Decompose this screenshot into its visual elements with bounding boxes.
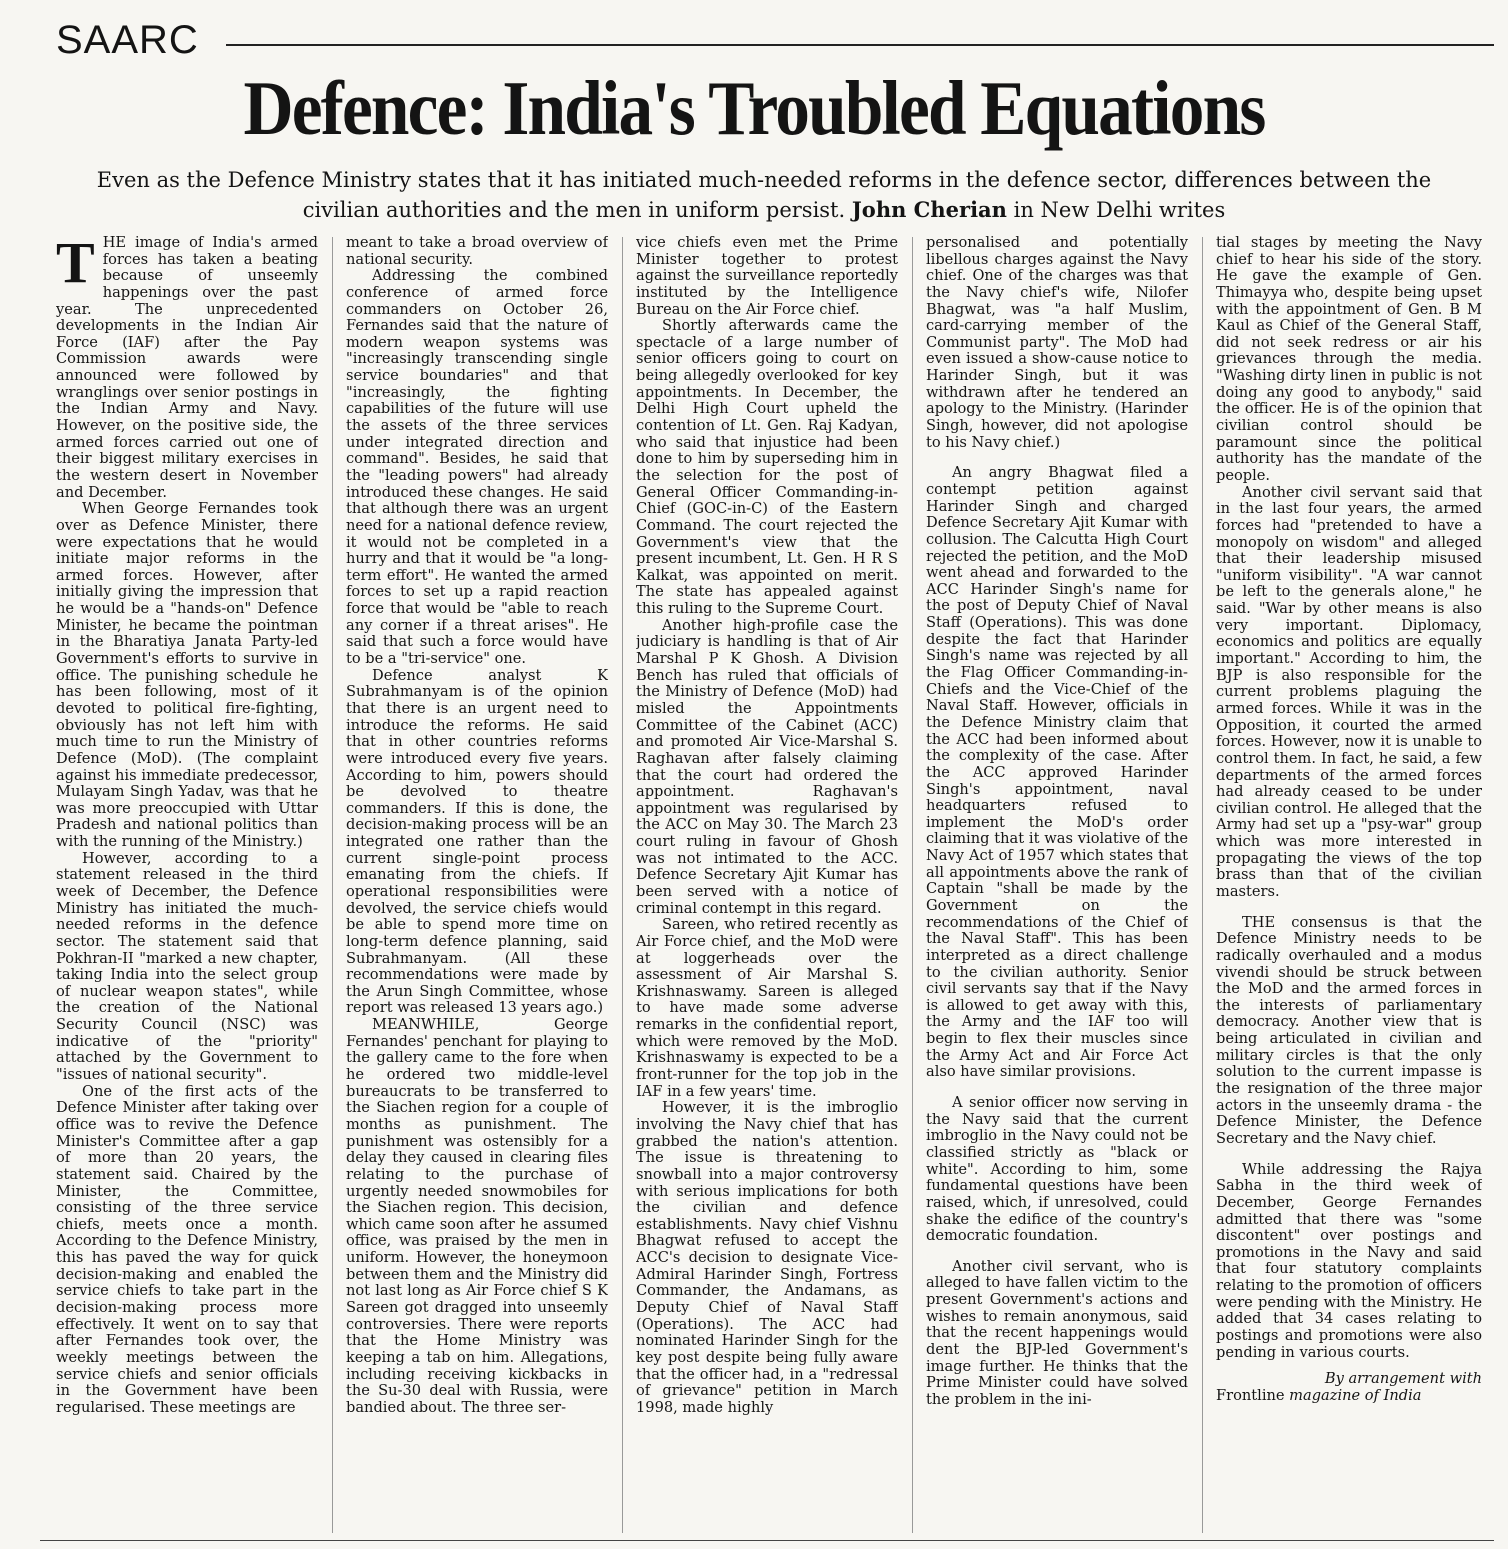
deck-text: Even as the Defence Ministry states that it has initiated much-needed reforms in the defence sector, differences between the civilian authorities and the men in uniform persist. xyxy=(96,168,1432,222)
headline: Defence: India's Troubled Equations xyxy=(243,65,1265,151)
paragraph: meant to take a broad overview of national security. xyxy=(346,235,608,268)
paragraph: A senior officer now serving in the Navy said that the current imbroglio in the Navy could not be classified strictly as "black or white". According to him, some fundamental questions have been raised, which, if unresolved, could shake the edifice of the country's democratic foundation. xyxy=(926,1094,1188,1245)
paragraph: One of the first acts of the Defence Minister after taking over office was to revive the Defence Minister's Committee after a gap of more than 20 years, the statement said. Chaired by the Minister, the Committee, consisting of the three service chiefs, meets once a month. According to the Defence Ministry, this has paved the way for quick decision-making and enabled the service chiefs to take part in the decision-making process more effectively. It went on to say that after Fernandes took over, the weekly meetings between the service chiefs and senior officials in the Government have been regularised. These meetings are xyxy=(56,1082,318,1416)
column-rule xyxy=(1202,237,1203,1533)
article-column-4 xyxy=(926,235,1188,1535)
paragraph: While addressing the Rajya Sabha in the third week of December, George Fernandes admitted that there was "some discontent" over postings and promotions in the Navy and said that four statutory complaints relating to the promotion of officers were pending with the Ministry. He added that 34 cases relating to postings and promotions were also pending in various courts. xyxy=(1216,1160,1482,1361)
article-body xyxy=(56,235,1492,1535)
credit-suffix: magazine of India xyxy=(1289,1386,1422,1404)
byline-location: in New Delhi writes xyxy=(1013,198,1226,222)
paragraph: However, it is the imbroglio involving the Navy chief that has grabbed the nation's attention. The issue is threatening to snowball into a major controversy with serious implications for both the civilian and defence establishments. Navy chief Vishnu Bhagwat refused to accept the ACC's decision to designate Vice-Admiral Harinder Singh, Fortress Commander, the Andamans, as Deputy Chief of Naval Staff (Operations). The ACC had nominated Harinder Singh for the key post despite being fully aware that the officer had, in a "redressal of grievance" petition in March 1998, made highly xyxy=(636,1099,898,1416)
dropcap: T xyxy=(56,235,95,295)
bottom-rule xyxy=(40,1540,1494,1541)
paragraph: THE consensus is that the Defence Ministry needs to be radically overhauled and a modus vivendi should be struck between the MoD and the armed forces in the interests of parliamentary democracy. Another view that is being articulated in civilian and military circles is that the only solution to the current impasse is the resignation of the three major actors in the unseemly drama - the Defence Minister, the Defence Secretary and the Navy chief. xyxy=(1216,913,1482,1147)
credit-source-line xyxy=(1216,1388,1482,1405)
section-rule xyxy=(226,44,1494,46)
article-column-3 xyxy=(636,235,898,1535)
paragraph: tial stages by meeting the Navy chief to hear his side of the story. He gave the example of Gen. Thimayya who, despite being upset with the appointment of Gen. B M Kaul as Chief of the General Staff, did not seek redress or air his grievances through the media. "Washing dirty linen in public is not doing any good to anybody," said the officer. He is of the opinion that civilian control should be paramount since the political authority has the mandate of the people. xyxy=(1216,235,1482,484)
paragraph: Another civil servant, who is alleged to have fallen victim to the present Government's actions and wishes to remain anonymous, said that the recent happenings would dent the BJP-led Government's image further. He thinks that the Prime Minister could have solved the problem in the ini- xyxy=(926,1257,1188,1408)
paragraph-text: HE image of India's armed forces has taken a beating because of unseemly happenings over the past year. The unprecedented developments in the Indian Air Force (IAF) after the Pay Commission awards were announced were followed by wranglings over senior postings in the Indian Army and Navy. However, on the positive side, the armed forces carried out one of their biggest military exercises in the western desert in November and December. xyxy=(56,235,318,501)
paragraph: vice chiefs even met the Prime Minister together to protest against the surveillance reportedly instituted by the Intelligence Bureau on the Air Force chief. xyxy=(636,235,898,318)
paragraph: However, according to a statement released in the third week of December, the Defence Ministry has initiated the much-needed reforms in the defence sector. The statement said that Pokhran-II "marked a new chapter, taking India into the select group of nuclear weapon states", while the creation of the National Security Council (NSC) was indicative of the "priority" attached by the Government to "issues of national security". xyxy=(56,849,318,1084)
section-header xyxy=(56,14,1494,64)
paragraph: personalised and potentially libellous charges against the Navy chief. One of the charges was that the Navy chief's wife, Nilofer Bhagwat, was "a half Muslim, card-carrying member of the Communist party". The MoD had even issued a show-cause notice to Harinder Singh, but it was withdrawn after he tendered an apology to the Ministry. (Harinder Singh, however, did not apologise to his Navy chief.) xyxy=(926,235,1188,451)
credit xyxy=(1216,1371,1482,1404)
deck xyxy=(60,165,1468,225)
article-column-2 xyxy=(346,235,608,1535)
paragraph: Another civil servant said that in the last four years, the armed forces had "pretended to have a monopoly on wisdom" and alleged that their leadership misused "uniform visibility". "A war cannot be left to the generals alone," he said. "War by other means is also very important. Diplomacy, economics and politics are equally important." According to him, the BJP is also responsible for the current problems plaguing the armed forces. While it was in the Opposition, it courted the armed forces. However, now it is unable to control them. In fact, he said, a few departments of the armed forces had already ceased to be under civilian control. He alleged that the Army had set up a "psy-war" group which was more interested in propagating the views of the top brass than that of the civilian masters. xyxy=(1216,483,1482,900)
byline-author: John Cherian xyxy=(851,197,1007,222)
article-column-1 xyxy=(56,235,318,1535)
column-rule xyxy=(622,237,623,1533)
paragraph: Another high-profile case the judiciary is handling is that of Air Marshal P K Ghosh. A Division Bench has ruled that officials of the Ministry of Defence (MoD) had misled the Appointments Committee of the Cabinet (ACC) and promoted Air Vice-Marshal S. Raghavan after falsely claiming that the court had ordered the appointment. Raghavan's appointment was regularised by the ACC on May 30. The March 23 court ruling in favour of Ghosh was not intimated to the ACC. Defence Secretary Ajit Kumar has been served with a notice of criminal contempt in this regard. xyxy=(636,616,898,917)
paragraph: Shortly afterwards came the spectacle of a large number of senior officers going to court on being allegedly overlooked for key appointments. In December, the Delhi High Court upheld the contention of Lt. Gen. Raj Kadyan, who said that injustice had been done to him by superseding him in the selection for the post of General Officer Commanding-in-Chief (GOC-in-C) of the Eastern Command. The court rejected the Government's view that the present incumbent, Lt. Gen. H R S Kalkat, was appointed on merit. The state has appealed against this ruling to the Supreme Court. xyxy=(636,317,898,618)
paragraph: Addressing the combined conference of armed force commanders on October 26, Fernandes said that the nature of modern weapon systems was "increasingly transcending single service boundaries" and that "increasingly, the fighting capabilities of the future will use the assets of the three services under integrated direction and command". Besides, he said that the "leading powers" had already introduced these changes. He said that although there was an urgent need for a national defence review, it would not be completed in a hurry and that it would be "a long-term effort". He wanted the armed forces to set up a rapid reaction force that would be "able to reach any corner if a threat arises". He said that such a force would have to be a "tri-service" one. xyxy=(346,267,608,668)
paragraph: MEANWHILE, George Fernandes' penchant for playing to the gallery came to the fore when he ordered two middle-level bureaucrats to be transferred to the Siachen region for a couple of months as punishment. The punishment was ostensibly for a delay they caused in clearing files relating to the purchase of urgently needed snowmobiles for the Siachen region. This decision, which came soon after he assumed office, was praised by the men in uniform. However, the honeymoon between them and the Ministry did not last long as Air Force chief S K Sareen got dragged into unseemly controversies. There were reports that the Home Ministry was keeping a tab on him. Allegations, including receiving kickbacks in the Su-30 deal with Russia, were bandied about. The three ser- xyxy=(346,1016,608,1416)
paragraph: When George Fernandes took over as Defence Minister, there were expectations that he would initiate major reforms in the armed forces. However, after initially giving the impression that he would be a "hands-on" Defence Minister, he became the pointman in the Bharatiya Janata Party-led Government's efforts to survive in office. The punishing schedule he has been following, most of it devoted to political fire-fighting, obviously has not left him with much time to run the Ministry of Defence (MoD). (The complaint against his immediate predecessor, Mulayam Singh Yadav, was that he was more preoccupied with Uttar Pradesh and national politics than with the running of the Ministry.) xyxy=(56,500,318,851)
paragraph: An angry Bhagwat filed a contempt petition against Harinder Singh and charged Defence Secretary Ajit Kumar with collusion. The Calcutta High Court rejected the petition, and the MoD went ahead and forwarded to the ACC Harinder Singh's name for the post of Deputy Chief of Naval Staff (Operations). This was done despite the fact that Harinder Singh's name was rejected by all the Flag Officer Commanding-in-Chiefs and the Vice-Chief of the Naval Staff. However, officials in the Defence Ministry claim that the ACC had been informed about the complexity of the case. After the ACC approved Harinder Singh's appointment, naval headquarters refused to implement the MoD's order claiming that it was violative of the Navy Act of 1957 which states that all appointments above the rank of Captain "shall be made by the Government on the recommendations of the Chief of the Naval Staff". This has been interpreted as a direct challenge to the civilian authority. Senior civil servants say that if the Navy is allowed to get away with this, the Army and the IAF too will begin to flex their muscles since the Army Act and Air Force Act also have similar provisions. xyxy=(926,464,1188,1081)
paragraph: Defence analyst K Subrahmanyam is of the opinion that there is an urgent need to introduce the reforms. He said that in other countries reforms were introduced every five years. According to him, powers should be devolved to theatre commanders. If this is done, the decision-making process will be an integrated one rather than the current single-point process emanating from the chiefs. If operational responsibilities were devolved, the service chiefs would be able to spend more time on long-term defence planning, said Subrahmanyam. (All these recommendations were made by the Arun Singh Committee, whose report was released 13 years ago.) xyxy=(346,666,608,1017)
credit-line: By arrangement with xyxy=(1324,1370,1482,1388)
column-rule xyxy=(332,237,333,1533)
article-column-5 xyxy=(1216,235,1482,1535)
section-label: SAARC xyxy=(56,18,199,62)
column-rule xyxy=(912,237,913,1533)
paragraph xyxy=(56,235,318,501)
credit-source: Frontline xyxy=(1216,1386,1285,1404)
paragraph: Sareen, who retired recently as Air Force chief, and the MoD were at loggerheads over the assessment of Air Marshal S. Krishnaswamy. Sareen is alleged to have made some adverse remarks in the confidential report, which were removed by the MoD. Krishnaswamy is expected to be a front-runner for the top job in the IAF in a few years' time. xyxy=(636,916,898,1100)
